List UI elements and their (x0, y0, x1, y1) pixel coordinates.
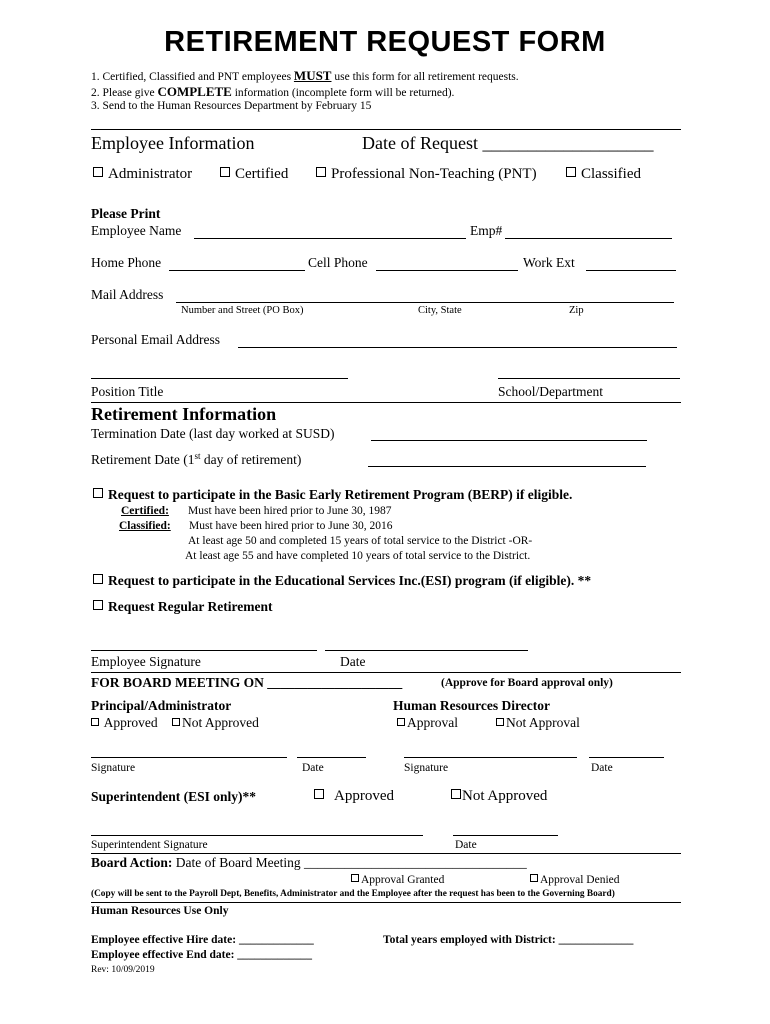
total-years-field[interactable]: Total years employed with District: _____________ (383, 934, 634, 946)
principal-date-label: Date (302, 762, 324, 774)
emp-num-label: Emp# (470, 223, 503, 238)
hr-director-heading: Human Resources Director (393, 698, 550, 713)
hr-signature-label: Signature (404, 762, 449, 774)
employee-name-field[interactable] (194, 238, 466, 239)
end-date-field[interactable]: Employee effective End date: _____________ (91, 949, 313, 961)
revision-date: Rev: 10/09/2019 (91, 965, 155, 975)
employee-date-field[interactable] (325, 650, 528, 651)
termination-date-field[interactable] (371, 440, 647, 441)
hr-use-heading: Human Resources Use Only (91, 905, 229, 917)
type-pnt[interactable]: Professional Non-Teaching (PNT) (316, 166, 537, 183)
board-approval-note: (Approve for Board approval only) (441, 677, 613, 689)
superintendent-approved[interactable]: Approved (314, 788, 394, 805)
principal-date-field[interactable] (297, 757, 366, 758)
street-caption: Number and Street (PO Box) (181, 305, 304, 316)
instruction-2: 2. Please give COMPLETE information (incomplete form will be returned). (91, 84, 455, 99)
employee-signature-field[interactable] (91, 650, 317, 651)
principal-not-approved[interactable]: Not Approved (172, 715, 259, 731)
certified-text: Must have been hired prior to June 30, 1987 (188, 505, 392, 517)
certified-label: Certified: (121, 505, 169, 517)
position-title-label: Position Title (91, 384, 164, 399)
hr-signature-field[interactable] (404, 757, 577, 758)
form-title: RETIREMENT REQUEST FORM (164, 26, 606, 58)
berp-option[interactable]: Request to participate in the Basic Early Retirement Program (BERP) if eligible. (93, 487, 572, 503)
divider (91, 853, 681, 854)
checkbox-icon[interactable] (314, 789, 324, 799)
checkbox-icon[interactable] (496, 718, 504, 726)
emp-num-field[interactable] (505, 238, 672, 239)
home-phone-field[interactable] (169, 270, 305, 271)
age-55-text: At least age 55 and have completed 10 years of total service to the District. (185, 550, 531, 562)
checkbox-icon[interactable] (316, 167, 326, 177)
hr-approval[interactable]: Approval (397, 715, 458, 731)
cell-phone-field[interactable] (376, 270, 518, 271)
superintendent-not-approved[interactable]: Not Approved (451, 788, 547, 805)
section-heading-employee: Employee Information (91, 133, 255, 153)
principal-heading: Principal/Administrator (91, 698, 232, 713)
retirement-date-field[interactable] (368, 466, 646, 467)
employee-signature-label: Employee Signature (91, 654, 201, 669)
termination-date-label: Termination Date (last day worked at SUSD) (91, 426, 335, 441)
hr-date-field[interactable] (589, 757, 664, 758)
checkbox-icon[interactable] (397, 718, 405, 726)
divider (91, 672, 681, 673)
checkbox-icon[interactable] (172, 718, 180, 726)
employee-date-label: Date (340, 654, 366, 669)
checkbox-icon[interactable] (451, 789, 461, 799)
principal-signature-field[interactable] (91, 757, 287, 758)
personal-email-field[interactable] (238, 347, 677, 348)
superintendent-heading: Superintendent (ESI only)** (91, 789, 257, 804)
position-title-field[interactable] (91, 378, 348, 379)
checkbox-icon[interactable] (93, 167, 103, 177)
instruction-3: 3. Send to the Human Resources Department by February 15 (91, 100, 372, 112)
superintendent-signature-field[interactable] (91, 835, 423, 836)
checkbox-icon[interactable] (530, 874, 538, 882)
checkbox-icon[interactable] (93, 600, 103, 610)
work-ext-label: Work Ext (523, 255, 575, 270)
approval-granted[interactable]: Approval Granted (351, 874, 444, 886)
school-department-label: School/Department (498, 384, 603, 399)
classified-label: Classified: (119, 520, 171, 532)
checkbox-icon[interactable] (351, 874, 359, 882)
superintendent-date-label: Date (455, 839, 477, 851)
checkbox-icon[interactable] (566, 167, 576, 177)
checkbox-icon[interactable] (93, 574, 103, 584)
cell-phone-label: Cell Phone (308, 255, 368, 270)
hr-not-approval[interactable]: Not Approval (496, 715, 580, 731)
school-department-field[interactable] (498, 378, 680, 379)
hr-date-label: Date (591, 762, 613, 774)
section-heading-retirement: Retirement Information (91, 404, 277, 424)
principal-signature-label: Signature (91, 762, 136, 774)
esi-option[interactable]: Request to participate in the Educational Services Inc.(ESI) program (if eligible). ** (93, 573, 591, 589)
board-action-field[interactable]: Board Action: Date of Board Meeting _________________________________ (91, 855, 527, 870)
city-caption: City, State (418, 305, 462, 316)
home-phone-label: Home Phone (91, 255, 162, 270)
approval-denied[interactable]: Approval Denied (530, 874, 620, 886)
divider (91, 129, 681, 130)
checkbox-icon[interactable] (220, 167, 230, 177)
date-of-request-field[interactable]: Date of Request ___________________ (362, 133, 654, 153)
divider (91, 902, 681, 903)
work-ext-field[interactable] (586, 270, 676, 271)
mail-address-field[interactable] (176, 302, 674, 303)
superintendent-date-field[interactable] (453, 835, 558, 836)
board-meeting-field[interactable]: FOR BOARD MEETING ON ____________________ (91, 675, 403, 690)
age-50-text: At least age 50 and completed 15 years of total service to the District -OR- (188, 535, 533, 547)
hire-date-field[interactable]: Employee effective Hire date: _____________ (91, 934, 314, 946)
principal-approved[interactable]: Approved (91, 715, 158, 731)
regular-retirement-option[interactable]: Request Regular Retirement (93, 599, 272, 615)
instruction-1: 1. Certified, Classified and PNT employees MUST use this form for all retirement requests. (91, 68, 519, 83)
please-print: Please Print (91, 206, 161, 221)
superintendent-signature-label: Superintendent Signature (91, 839, 208, 851)
divider (91, 402, 681, 403)
employee-name-label: Employee Name (91, 223, 182, 238)
copy-note: (Copy will be sent to the Payroll Dept, Benefits, Administrator and the Employee after the request has been to the Governing Board) (91, 889, 615, 899)
checkbox-icon[interactable] (93, 488, 103, 498)
type-certified[interactable]: Certified (220, 166, 288, 183)
mail-address-label: Mail Address (91, 287, 164, 302)
personal-email-label: Personal Email Address (91, 332, 220, 347)
retirement-date-label: Retirement Date (1st day of retirement) (91, 451, 302, 467)
type-administrator[interactable]: Administrator (93, 166, 192, 183)
zip-caption: Zip (569, 305, 584, 316)
checkbox-icon[interactable] (91, 718, 99, 726)
classified-text: Must have been hired prior to June 30, 2016 (189, 520, 393, 532)
type-classified[interactable]: Classified (566, 166, 641, 183)
